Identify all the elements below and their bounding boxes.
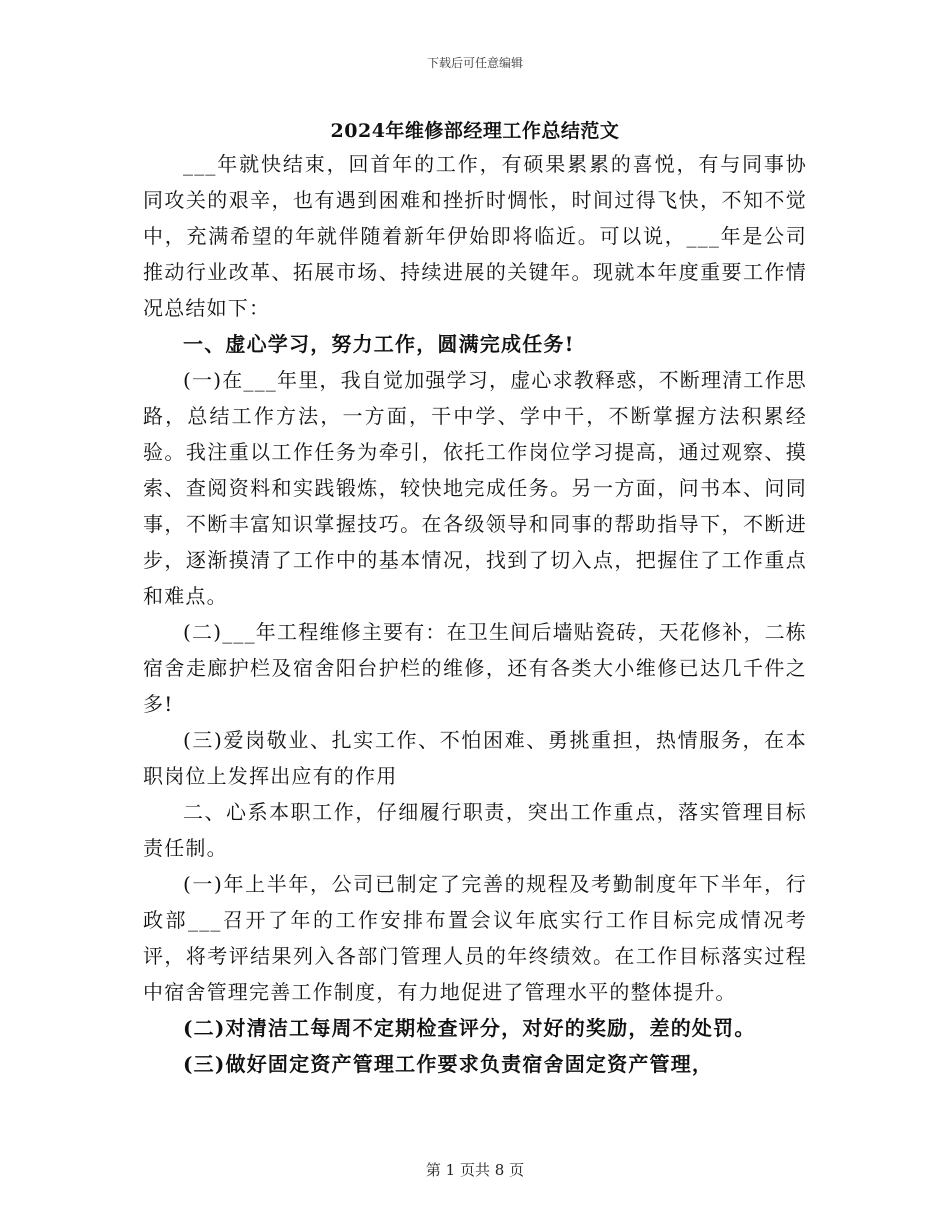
paragraph-intro: ___年就快结束，回首年的工作，有硕果累累的喜悦，有与同事协同攻关的艰辛，也有遇到困难和挫折时惆怅，时间过得飞快，不知不觉中，充满希望的年就伴随着新年伊始即将临近。可以说，___年是公司推动行业改革、拓展市场、持续进展的关键年。现就本年度重要工作情况总结如下： [143,152,807,320]
paragraph-section-2-heading: 二、心系本职工作，仔细履行职责，突出工作重点，落实管理目标责任制。 [143,800,807,860]
paragraph-2-3: (三)做好固定资产管理工作要求负责宿舍固定资产管理， [183,1052,714,1076]
document-body [143,146,807,1082]
paragraph-1-3: (三)爱岗敬业、扎实工作、不怕困难、勇挑重担，热情服务，在本职岗位上发挥出应有的作用 [143,728,807,788]
download-note: 下载后可任意编辑 [426,56,523,70]
page-number: 第 1 页共 8 页 [425,1161,525,1179]
document-title: 2024年维修部经理工作总结范文 [330,120,620,142]
paragraph-2-1: (一)年上半年，公司已制定了完善的规程及考勤制度年下半年，行政部___召开了年的工作安排布置会议年底实行工作目标完成情况考评，将考评结果列入各部门管理人员的年终绩效。在工作目标落实过程中宿舍管理完善工作制度，有力地促进了管理水平的整体提升。 [143,872,807,1004]
paragraph-1-2: (二)___年工程维修主要有：在卫生间后墙贴瓷砖，天花修补，二栋宿舍走廊护栏及宿舍阳台护栏的维修，还有各类大小维修已达几千件之多! [143,620,808,716]
paragraph-1-1: (一)在___年里，我自觉加强学习，虚心求教释惑，不断理清工作思路，总结工作方法，一方面，干中学、学中干，不断掌握方法积累经验。我注重以工作任务为牵引，依托工作岗位学习提高，通过观察、摸索、查阅资料和实践锻炼，较快地完成任务。另一方面，问书本、问同事，不断丰富知识掌握技巧。在各级领导和同事的帮助指导下，不断进步，逐渐摸清了工作中的基本情况，找到了切入点，把握住了工作重点和难点。 [143,368,808,608]
paragraph-section-1-heading: 一、虚心学习，努力工作，圆满完成任务! [183,332,575,356]
paragraph-2-2: (二)对清洁工每周不定期检查评分，对好的奖励，差的处罚。 [183,1016,756,1040]
